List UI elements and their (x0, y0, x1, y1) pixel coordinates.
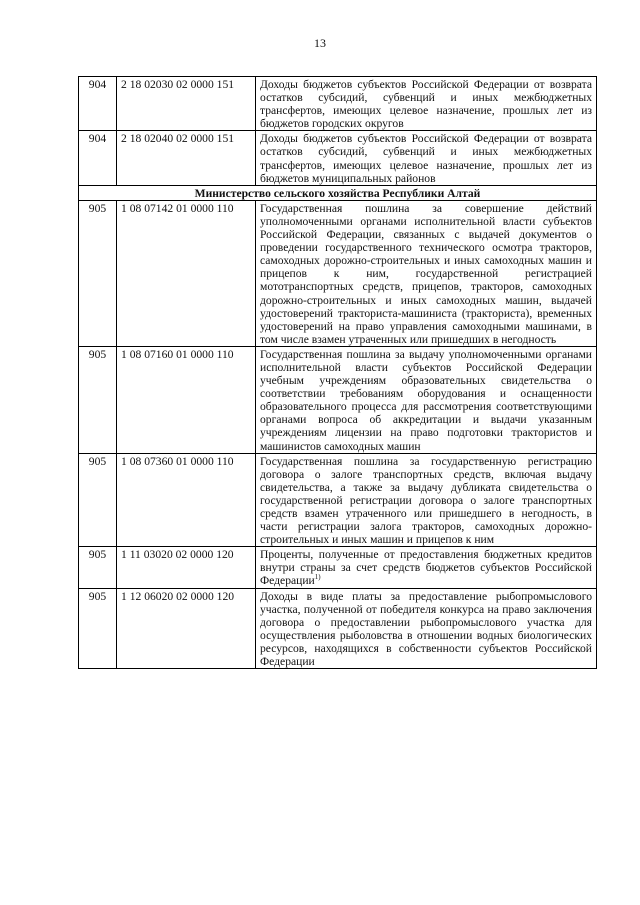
revenue-name-cell: Доходы бюджетов субъектов Российской Федерации от возврата остатков субсидий, субвенций и иных межбюджетных трансфертов, имеющих целевое назначение, прошлых лет из бюджетов городских округов (256, 77, 597, 131)
admin-code-cell: 905 (79, 346, 117, 453)
admin-code-cell: 904 (79, 131, 117, 185)
table-row (79, 77, 597, 131)
admin-code-cell: 904 (79, 77, 117, 131)
admin-code-cell: 905 (79, 588, 117, 669)
budget-code-cell: 1 08 07160 01 0000 110 (117, 346, 256, 453)
budget-code-cell: 1 08 07142 01 0000 110 (117, 200, 256, 346)
footnote-marker: 1) (314, 573, 321, 582)
budget-code-cell: 1 12 06020 02 0000 120 (117, 588, 256, 669)
revenue-name-cell: Доходы бюджетов субъектов Российской Федерации от возврата остатков субсидий, субвенций и иных межбюджетных трансфертов, имеющих целевое назначение, прошлых лет из бюджетов муниципальных районов (256, 131, 597, 185)
admin-code-cell: 905 (79, 453, 117, 547)
table-row (79, 588, 597, 669)
budget-code-cell: 2 18 02030 02 0000 151 (117, 77, 256, 131)
budget-code-cell: 1 11 03020 02 0000 120 (117, 547, 256, 588)
admin-code-cell: 905 (79, 547, 117, 588)
revenue-name-cell (256, 547, 597, 588)
section-header-row (79, 185, 597, 200)
revenue-name-cell: Доходы в виде платы за предоставление рыбопромыслового участка, полученной от победителя конкурса на право заключения договора о предоставлении рыбопромыслового участка для осуществления рыболовства в отношении водных биологических ресурсов, находящихся в собственности субъектов Российской Федерации (256, 588, 597, 669)
table-row (79, 453, 597, 547)
revenue-name-cell: Государственная пошлина за совершение действий уполномоченными органами исполнительной власти субъектов Российской Федерации, связанных с выдачей документов о проведении государственного технического осмотра тракторов, самоходных дорожно-строительных и иных самоходных машин и прицепов к ним, государственной регистрацией мототранспортных средств, прицепов, тракторов, самоходных дорожно-строительных и иных самоходных машин, выдачей удостоверений тракториста-машиниста (тракториста), временных удостоверений на право управления самоходными машинами, в том числе взамен утраченных или пришедших в негодность (256, 200, 597, 346)
revenue-classification-table (78, 76, 597, 669)
table-row (79, 547, 597, 588)
budget-code-cell: 2 18 02040 02 0000 151 (117, 131, 256, 185)
table-row (79, 200, 597, 346)
admin-code-cell: 905 (79, 200, 117, 346)
revenue-name-cell: Государственная пошлина за государственную регистрацию договора о залоге транспортных средств, включая выдачу свидетельства, а также за выдачу дубликата свидетельства о государственной регистрации договора о залоге транспортных средств взамен утраченного или пришедшего в негодность, в части регистрации залога тракторов, самоходных дорожно-строительных и иных машин и прицепов к ним (256, 453, 597, 547)
page-number: 13 (314, 36, 326, 50)
revenue-name-cell: Государственная пошлина за выдачу уполномоченными органами исполнительной власти субъектов Российской Федерации учебным учреждениям образовательных свидетельства о соответствии требованиям оборудования и оснащенности образовательного процесса для рассмотрения соответствующими органами вопроса об аккредитации и выдачи указанным учреждениям лицензии на право подготовки трактористов и машинистов самоходных машин (256, 346, 597, 453)
section-title: Министерство сельского хозяйства Республики Алтай (79, 185, 597, 200)
revenue-name-text: Проценты, полученные от предоставления бюджетных кредитов внутри страны за счет средств бюджетов субъектов Российской Федерации (260, 548, 592, 588)
budget-code-cell: 1 08 07360 01 0000 110 (117, 453, 256, 547)
table-row (79, 131, 597, 185)
table-row (79, 346, 597, 453)
